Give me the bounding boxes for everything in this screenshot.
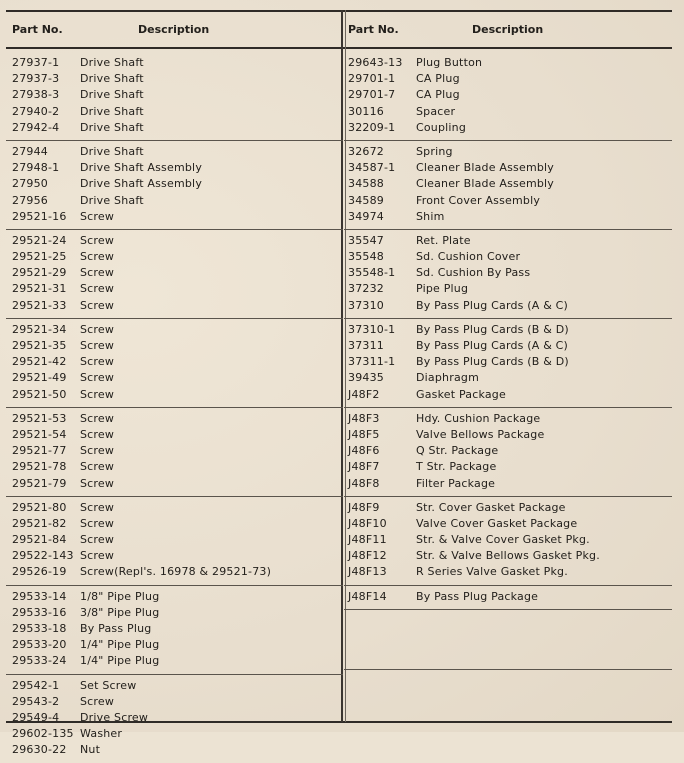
part-description: Screw — [80, 549, 115, 563]
part-row — [6, 653, 343, 669]
part-description: Screw — [80, 339, 115, 352]
part-group — [344, 408, 672, 497]
part-number: 29521-78 — [12, 460, 67, 474]
part-group — [344, 497, 672, 586]
part-number: 29533-24 — [12, 654, 67, 668]
part-row — [6, 532, 343, 548]
part-description: Drive Screw — [80, 710, 149, 724]
part-number: 34589 — [348, 193, 384, 207]
part-description: Sd. Cushion Cover — [416, 250, 521, 264]
part-description: Hdy. Cushion Package — [416, 411, 541, 425]
part-description: Screw — [80, 209, 115, 223]
part-description: Str. Cover Gasket Package — [416, 500, 566, 514]
part-description: Screw — [80, 266, 115, 280]
part-description: Screw — [80, 387, 115, 401]
part-row — [6, 564, 343, 580]
part-number: 29521-35 — [12, 339, 67, 352]
part-group — [6, 675, 343, 763]
part-row — [6, 209, 343, 225]
part-row — [344, 338, 672, 354]
part-description: Q Str. Package — [416, 444, 499, 458]
part-description: T Str. Package — [416, 460, 497, 474]
part-number: 29630-22 — [12, 743, 67, 757]
part-group — [344, 52, 672, 141]
part-number: 29543-2 — [12, 694, 60, 708]
part-description: By Pass Plug Cards (B & D) — [416, 355, 569, 369]
header-part-no: Part No. — [348, 23, 399, 36]
part-number: 29521-24 — [12, 233, 67, 247]
left-column — [6, 12, 343, 757]
part-description: Screw — [80, 322, 115, 336]
part-row — [344, 281, 672, 297]
part-number: 29522-143 — [12, 549, 74, 563]
part-group — [6, 586, 343, 675]
part-number: 29521-77 — [12, 444, 67, 458]
part-description: Screw(Repl's. 16978 & 29521-73) — [80, 565, 272, 579]
part-description: Cleaner Blade Assembly — [416, 177, 555, 191]
part-row — [344, 500, 672, 516]
part-row — [344, 71, 672, 87]
part-description: Coupling — [416, 120, 467, 134]
part-description: Diaphragm — [416, 371, 479, 385]
part-group — [344, 141, 672, 230]
part-number: J48F2 — [348, 387, 380, 401]
part-row — [6, 338, 343, 354]
part-number: 27938-3 — [12, 88, 60, 102]
part-number: 32209-1 — [348, 120, 396, 134]
part-description: Front Cover Assembly — [416, 193, 541, 207]
part-row — [344, 120, 672, 136]
part-description: 3/8" Pipe Plug — [80, 605, 160, 619]
part-description: Screw — [80, 694, 115, 708]
part-description: Drive Shaft Assembly — [80, 161, 203, 175]
part-row — [6, 55, 343, 71]
part-group — [6, 52, 343, 141]
part-description: Screw — [80, 355, 115, 369]
part-row — [344, 476, 672, 492]
part-description: Screw — [80, 533, 115, 547]
part-number: J48F14 — [348, 589, 387, 603]
part-number: J48F9 — [348, 500, 380, 514]
part-number: 27956 — [12, 193, 48, 207]
part-number: 29521-34 — [12, 322, 67, 336]
left-groups — [6, 52, 343, 763]
part-number: 29521-84 — [12, 533, 67, 547]
part-row — [6, 160, 343, 176]
part-description: Drive Shaft — [80, 88, 144, 102]
part-row — [6, 71, 343, 87]
part-row — [6, 516, 343, 532]
part-row — [344, 233, 672, 249]
part-row — [6, 621, 343, 637]
part-row — [6, 87, 343, 103]
part-description: Drive Shaft Assembly — [80, 177, 203, 191]
part-number: 29602-135 — [12, 727, 74, 741]
part-row — [344, 564, 672, 580]
part-number: 29533-20 — [12, 638, 67, 652]
part-description: Drive Shaft — [80, 193, 144, 207]
part-description: Screw — [80, 444, 115, 458]
part-description: 1/8" Pipe Plug — [80, 589, 160, 603]
part-number: 29701-7 — [348, 88, 396, 102]
part-row — [344, 265, 672, 281]
part-description: Str. & Valve Cover Gasket Pkg. — [416, 533, 590, 547]
part-number: 29521-16 — [12, 209, 67, 223]
part-description: Drive Shaft — [80, 56, 144, 69]
part-number: 29521-49 — [12, 371, 67, 385]
part-row — [6, 265, 343, 281]
part-number: 35548-1 — [348, 266, 396, 280]
part-description: Plug Button — [416, 56, 483, 69]
part-number: J48F10 — [348, 516, 387, 530]
part-number: 29521-25 — [12, 250, 67, 264]
part-description: Screw — [80, 233, 115, 247]
part-number: 34974 — [348, 209, 384, 223]
part-number: 29542-1 — [12, 678, 60, 692]
part-number: 27948-1 — [12, 161, 60, 175]
part-number: 27942-4 — [12, 120, 60, 134]
part-row — [6, 370, 343, 386]
part-group — [6, 230, 343, 319]
part-number: 29521-79 — [12, 476, 67, 490]
part-number: 27937-1 — [12, 56, 60, 69]
part-number: 34588 — [348, 177, 384, 191]
part-number: 34587-1 — [348, 161, 396, 175]
part-row — [6, 637, 343, 653]
part-description: Screw — [80, 282, 115, 296]
part-description: 1/4" Pipe Plug — [80, 654, 160, 668]
part-row — [6, 298, 343, 314]
part-number: J48F11 — [348, 533, 387, 547]
part-row — [344, 411, 672, 427]
part-description: Washer — [80, 727, 123, 741]
part-number: 35547 — [348, 233, 384, 247]
part-description: Screw — [80, 500, 115, 514]
part-number: 37232 — [348, 282, 384, 296]
part-group — [6, 319, 343, 408]
part-row — [344, 322, 672, 338]
part-row — [6, 548, 343, 564]
part-row — [6, 500, 343, 516]
part-description: Nut — [80, 743, 101, 757]
part-row — [6, 249, 343, 265]
part-row — [6, 710, 343, 726]
part-number: 37311 — [348, 339, 384, 352]
part-number: 29521-53 — [12, 411, 67, 425]
part-description: Screw — [80, 516, 115, 530]
part-description: Screw — [80, 476, 115, 490]
part-row — [6, 443, 343, 459]
part-row — [6, 694, 343, 710]
part-number: J48F7 — [348, 460, 380, 474]
part-description: Filter Package — [416, 476, 496, 490]
part-row — [6, 726, 343, 742]
part-row — [6, 354, 343, 370]
part-row — [344, 589, 672, 605]
part-row — [6, 144, 343, 160]
part-group — [6, 497, 343, 586]
part-description: CA Plug — [416, 88, 460, 102]
part-group — [344, 586, 672, 610]
right-column — [344, 12, 672, 720]
part-row — [6, 387, 343, 403]
part-number: 27944 — [12, 144, 48, 158]
part-description: Drive Shaft — [80, 144, 144, 158]
part-row — [344, 298, 672, 314]
part-row — [344, 516, 672, 532]
part-row — [344, 354, 672, 370]
part-description: Drive Shaft — [80, 72, 144, 86]
part-description: Screw — [80, 427, 115, 441]
part-row — [6, 411, 343, 427]
part-row — [344, 209, 672, 225]
part-row — [344, 249, 672, 265]
part-description: Ret. Plate — [416, 233, 471, 247]
part-row — [344, 176, 672, 192]
part-description: Shim — [416, 209, 445, 223]
part-row — [344, 443, 672, 459]
part-number: 30116 — [348, 104, 384, 118]
part-number: 29701-1 — [348, 72, 396, 86]
part-row — [6, 281, 343, 297]
right-groups — [344, 52, 672, 670]
header-description: Description — [472, 23, 544, 36]
part-description: R Series Valve Gasket Pkg. — [416, 565, 568, 579]
empty-group — [344, 610, 672, 670]
part-description: By Pass Plug Cards (A & C) — [416, 339, 569, 352]
part-row — [6, 476, 343, 492]
part-number: 27937-3 — [12, 72, 60, 86]
part-number: J48F13 — [348, 565, 387, 579]
part-row — [344, 144, 672, 160]
header-part-no: Part No. — [12, 23, 63, 36]
part-group — [344, 230, 672, 319]
part-description: Set Screw — [80, 678, 137, 692]
part-description: Screw — [80, 371, 115, 385]
part-row — [6, 193, 343, 209]
part-number: 29643-13 — [348, 56, 403, 69]
part-number: 29521-31 — [12, 282, 67, 296]
part-number: 29533-16 — [12, 605, 67, 619]
part-description: Screw — [80, 250, 115, 264]
part-row — [6, 459, 343, 475]
part-row — [6, 605, 343, 621]
part-number: 37310 — [348, 298, 384, 312]
part-description: Screw — [80, 411, 115, 425]
header-description: Description — [138, 23, 210, 36]
part-description: By Pass Plug Cards (B & D) — [416, 322, 569, 336]
part-number: J48F3 — [348, 411, 380, 425]
part-row — [344, 548, 672, 564]
part-description: Screw — [80, 460, 115, 474]
part-row — [344, 160, 672, 176]
part-description: Cleaner Blade Assembly — [416, 161, 555, 175]
part-number: J48F5 — [348, 427, 380, 441]
part-description: By Pass Plug Cards (A & C) — [416, 298, 569, 312]
part-number: 29549-4 — [12, 710, 60, 724]
part-description: Drive Shaft — [80, 104, 144, 118]
part-description: Screw — [80, 298, 115, 312]
part-row — [344, 459, 672, 475]
part-group — [6, 141, 343, 230]
part-row — [344, 104, 672, 120]
part-number: 37310-1 — [348, 322, 396, 336]
part-number: 29521-54 — [12, 427, 67, 441]
part-number: 37311-1 — [348, 355, 396, 369]
part-number: 29521-50 — [12, 387, 67, 401]
part-row — [344, 193, 672, 209]
part-row — [344, 370, 672, 386]
part-number: 29526-19 — [12, 565, 67, 579]
part-number: 32672 — [348, 144, 384, 158]
part-number: 29533-14 — [12, 589, 67, 603]
part-description: 1/4" Pipe Plug — [80, 638, 160, 652]
part-row — [6, 322, 343, 338]
part-row — [6, 176, 343, 192]
part-row — [6, 742, 343, 758]
part-row — [344, 427, 672, 443]
part-description: Valve Bellows Package — [416, 427, 545, 441]
part-row — [6, 233, 343, 249]
part-description: Sd. Cushion By Pass — [416, 266, 531, 280]
part-row — [6, 427, 343, 443]
part-number: 29521-80 — [12, 500, 67, 514]
part-description: Valve Cover Gasket Package — [416, 516, 578, 530]
part-description: Str. & Valve Bellows Gasket Pkg. — [416, 549, 600, 563]
part-description: By Pass Plug — [80, 622, 152, 635]
part-number: 29521-33 — [12, 298, 67, 312]
part-number: J48F12 — [348, 549, 387, 563]
part-description: CA Plug — [416, 72, 460, 86]
part-description: By Pass Plug Package — [416, 589, 539, 603]
part-row — [344, 55, 672, 71]
part-description: Gasket Package — [416, 387, 506, 401]
part-number: 27940-2 — [12, 104, 60, 118]
part-number: 29521-29 — [12, 266, 67, 280]
part-number: 27950 — [12, 177, 48, 191]
part-row — [344, 387, 672, 403]
part-description: Spring — [416, 144, 453, 158]
part-group — [6, 408, 343, 497]
part-number: J48F6 — [348, 444, 380, 458]
part-number: 29521-82 — [12, 516, 67, 530]
part-row — [6, 104, 343, 120]
part-row — [6, 120, 343, 136]
part-number: 29521-42 — [12, 355, 67, 369]
part-row — [344, 532, 672, 548]
part-group — [344, 319, 672, 408]
part-number: 39435 — [348, 371, 384, 385]
part-row — [6, 589, 343, 605]
part-number: 35548 — [348, 250, 384, 264]
part-number: J48F8 — [348, 476, 380, 490]
part-row — [344, 87, 672, 103]
part-description: Drive Shaft — [80, 120, 144, 134]
part-row — [6, 678, 343, 694]
part-description: Spacer — [416, 104, 456, 118]
part-description: Pipe Plug — [416, 282, 469, 296]
part-number: 29533-18 — [12, 622, 67, 635]
